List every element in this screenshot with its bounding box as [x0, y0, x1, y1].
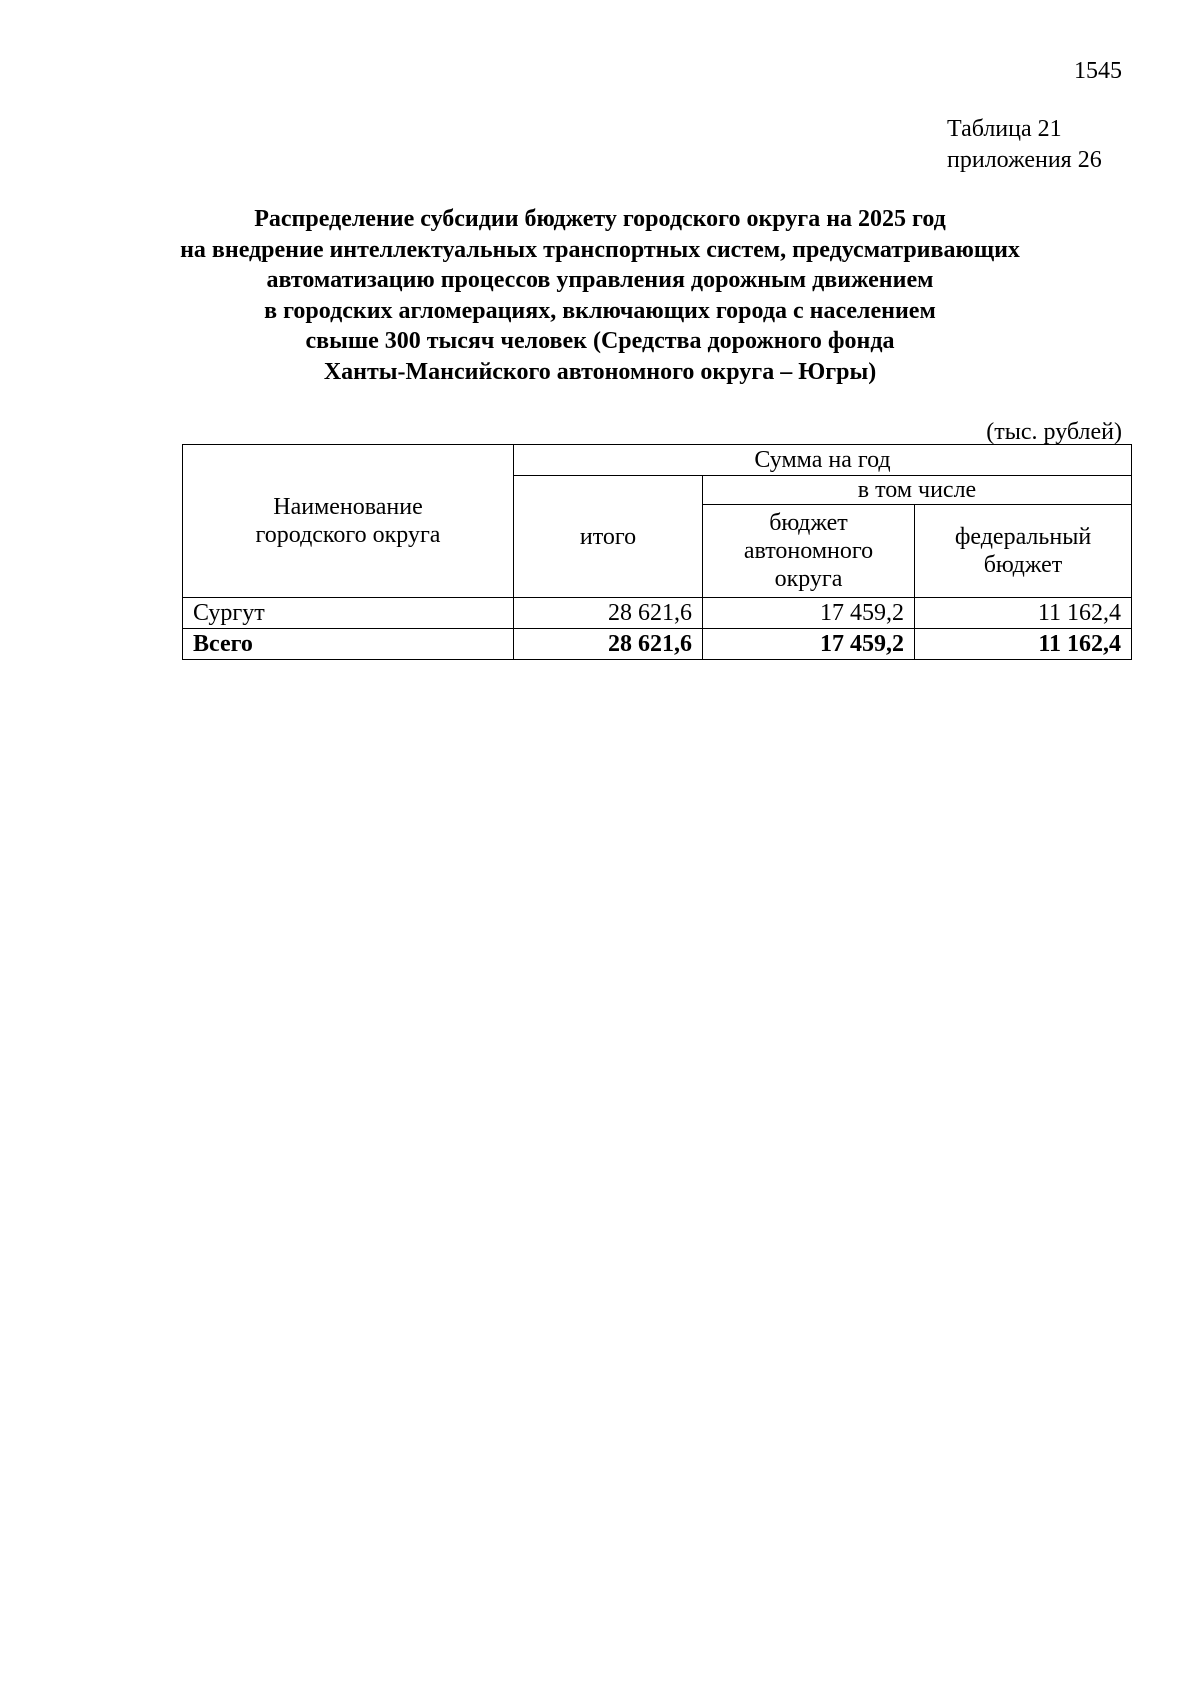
title-line: свыше 300 тысяч человек (Средства дорожного фонда — [305, 328, 895, 354]
cell-federal: 11 162,4 — [915, 629, 1132, 660]
header-text: автономного — [743, 538, 874, 564]
header-text: городского округа — [255, 522, 441, 548]
header-text: бюджет — [983, 552, 1063, 578]
title-line: автоматизацию процессов управления дорожным движением — [266, 267, 934, 293]
header-autonomous-budget — [703, 505, 915, 598]
header-text: бюджет — [769, 510, 848, 536]
header-federal-budget — [915, 505, 1132, 598]
document-title — [150, 204, 1050, 387]
totals-row — [183, 629, 1132, 660]
cell-total: 28 621,6 — [514, 629, 703, 660]
units-label: (тыс. рублей) — [986, 419, 1122, 445]
cell-name: Сургут — [183, 598, 514, 629]
cell-total: 28 621,6 — [514, 598, 703, 629]
title-line: Ханты-Мансийского автономного округа – Югры) — [323, 358, 877, 385]
cell-autonomous: 17 459,2 — [703, 598, 915, 629]
table-reference — [947, 114, 1102, 176]
subsidy-table — [182, 444, 1132, 660]
table-number: Таблица 21 — [947, 116, 1062, 142]
title-line: в городских агломерациях, включающих города с населением — [264, 297, 936, 324]
header-sum-year: Сумма на год — [514, 445, 1132, 476]
header-text: федеральный — [954, 524, 1092, 550]
header-text: округа — [774, 566, 843, 592]
header-text: Наименование — [273, 494, 423, 520]
title-line: на внедрение интеллектуальных транспортных систем, предусматривающих — [180, 236, 1020, 263]
title-line: Распределение субсидии бюджету городского округа на 2025 год — [254, 206, 946, 232]
cell-federal: 11 162,4 — [915, 598, 1132, 629]
header-name-column — [183, 445, 514, 598]
table-row — [183, 598, 1132, 629]
header-row-1 — [183, 445, 1132, 476]
cell-autonomous: 17 459,2 — [703, 629, 915, 660]
header-total: итого — [514, 476, 703, 598]
cell-name: Всего — [183, 629, 514, 660]
page-number: 1545 — [1074, 58, 1122, 84]
appendix-number: приложения 26 — [947, 147, 1102, 173]
header-including: в том числе — [703, 476, 1132, 505]
